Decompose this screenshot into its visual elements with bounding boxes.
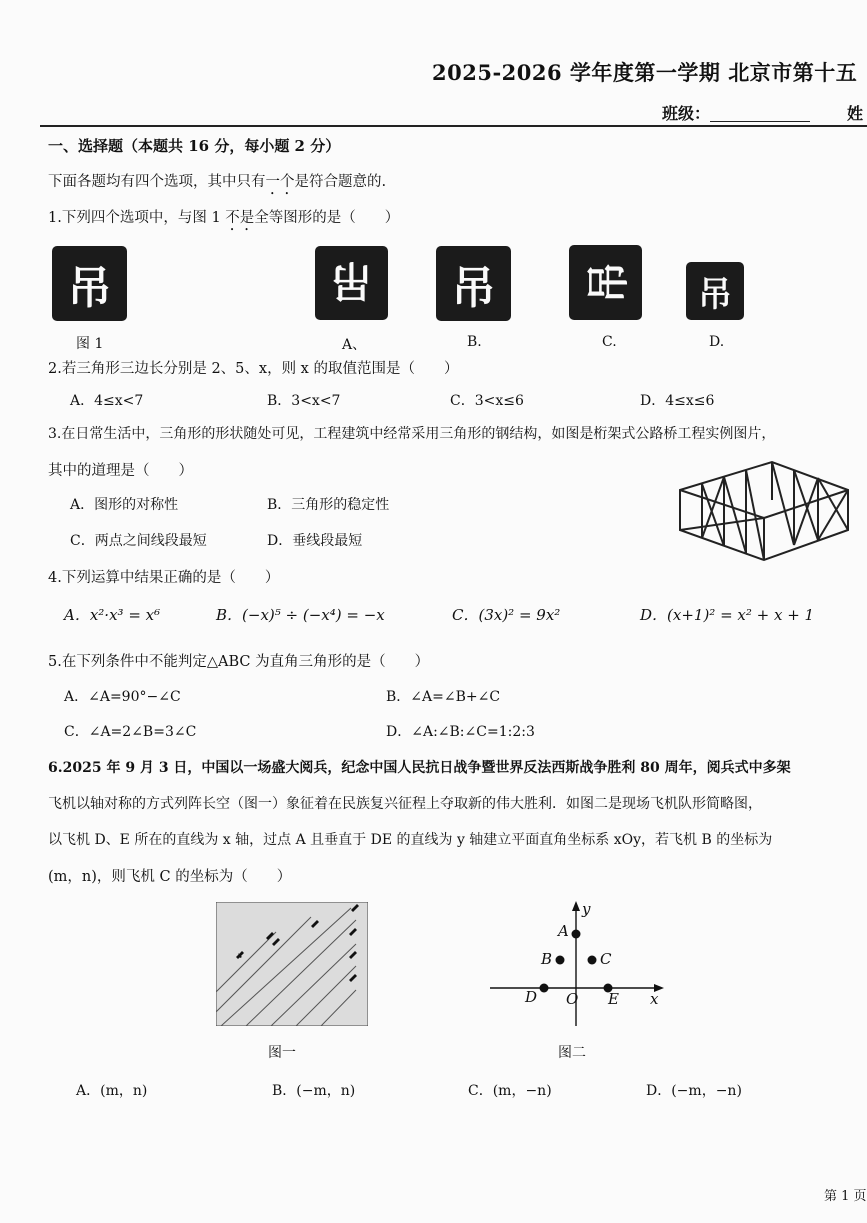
truss-bridge-image — [672, 460, 852, 570]
section-instruction — [48, 170, 386, 198]
option-d-label: D. — [709, 334, 725, 350]
page-number: 第 1 页 — [824, 1189, 867, 1204]
seal-char: 吊 — [330, 256, 373, 305]
seal-char: 吊 — [698, 274, 732, 315]
option-b-label: B. — [467, 334, 482, 350]
q2-option-d: D．4≤x≤6 — [640, 393, 715, 409]
question-2-stem: 2.若三角形三边长分别是 2、5、x，则 x 的取值范围是（ ） — [48, 361, 459, 377]
figure-2-caption: 图二 — [558, 1045, 586, 1061]
point-d-label: D — [525, 988, 538, 1006]
instruction-emphasis: 一个 — [265, 174, 295, 190]
q6-option-d: D．(−m，−n) — [646, 1083, 742, 1099]
q3-option-c: C．两点之间线段最短 — [70, 533, 207, 549]
question-1-stem — [48, 206, 399, 234]
q3-option-a: A．图形的对称性 — [70, 497, 179, 513]
question-6-line3: 以飞机 D、E 所在的直线为 x 轴，过点 A 且垂直于 DE 的直线为 y 轴建立平面直角坐标系 xOy，若飞机 B 的坐标为 — [48, 832, 773, 848]
option-c-seal — [569, 245, 642, 320]
q2-option-b: B．3<x<7 — [267, 393, 341, 409]
option-b-seal — [436, 246, 511, 321]
q5-option-d: D．∠A:∠B:∠C=1:2:3 — [386, 724, 535, 740]
coordinate-diagram — [488, 898, 668, 1033]
q4-option-b: B．(−x)⁵ ÷ (−x⁴) = −x — [216, 606, 385, 624]
aircraft-formation-photo — [216, 902, 368, 1026]
q4-option-c: C．(3x)² = 9x² — [452, 606, 561, 624]
q5-option-b: B．∠A=∠B+∠C — [386, 689, 501, 705]
name-label: 姓 — [847, 104, 864, 123]
seal-char: 吊 — [451, 262, 496, 314]
figure-1-caption: 图一 — [268, 1045, 296, 1061]
q6-option-a: A．(m，n) — [76, 1083, 148, 1099]
figure-1-label: 图 1 — [76, 336, 104, 352]
question-3-stem-line1: 3.在日常生活中，三角形的形状随处可见，工程建筑中经常采用三角形的钢结构，如图是桁架式公路桥工程实例图片， — [48, 426, 776, 442]
q5-option-a: A．∠A=90°−∠C — [64, 689, 181, 705]
instruction-text-end: 是符合题意的. — [294, 174, 387, 190]
question-6-line2: 飞机以轴对称的方式列阵长空（图一）象征着在民族复兴征程上夺取新的伟大胜利．如图二是现场飞机队形简略图， — [48, 796, 762, 812]
class-field — [662, 101, 810, 124]
q6-option-b: B．(−m，n) — [272, 1083, 356, 1099]
q3-option-d: D．垂线段最短 — [267, 533, 363, 549]
option-a-seal — [315, 246, 388, 320]
question-3-stem-line2: 其中的道理是（ ） — [48, 463, 193, 479]
section-title: 一、选择题（本题共 16 分，每小题 2 分） — [48, 137, 341, 155]
class-blank — [710, 107, 810, 122]
q4-option-a: A．x²·x³ = x⁶ — [64, 606, 161, 624]
q3-option-b: B．三角形的稳定性 — [267, 497, 390, 513]
point-e-label: E — [608, 990, 619, 1008]
option-d-seal — [686, 262, 744, 320]
q5-option-c: C．∠A=2∠B=3∠C — [64, 724, 197, 740]
seal-char: 吊 — [67, 262, 112, 314]
axis-x-label: x — [650, 990, 659, 1008]
q1-text-end: 全等图形的是（ ） — [254, 210, 400, 226]
question-6-line1: 6.2025 年 9 月 3 日，中国以一场盛大阅兵，纪念中国人民抗日战争暨世界反法西斯战争胜利 80 周年，阅兵式中多架 — [48, 760, 791, 776]
origin-label: O — [566, 990, 579, 1008]
point-a-label: A — [558, 922, 569, 940]
instruction-text: 下面各题均有四个选项，其中只有 — [48, 174, 266, 190]
question-5-stem: 5.在下列条件中不能判定△ABC 为直角三角形的是（ ） — [48, 654, 430, 670]
figure-1-seal — [52, 246, 127, 321]
axis-y-label: y — [582, 900, 591, 918]
q1-emphasis: 不是 — [225, 210, 255, 226]
option-c-label: C. — [602, 334, 617, 350]
q1-text: 1.下列四个选项中，与图 1 — [48, 210, 226, 226]
option-a-label: A、 — [342, 337, 367, 353]
header-divider — [40, 125, 867, 127]
point-b-label: B — [541, 950, 553, 968]
page-title: 2025-2026 学年度第一学期 北京市第十五 — [432, 60, 858, 85]
q2-option-c: C．3<x≤6 — [450, 393, 524, 409]
point-c-label: C — [600, 950, 612, 968]
question-6-line4: (m，n)，则飞机 C 的坐标为（ ） — [48, 869, 292, 885]
seal-char: 吊 — [583, 261, 633, 304]
q6-option-c: C．(m，−n) — [468, 1083, 552, 1099]
class-label: 班级： — [662, 104, 711, 123]
q4-option-d: D．(x+1)² = x² + x + 1 — [640, 606, 815, 624]
question-4-stem: 4.下列运算中结果正确的是（ ） — [48, 570, 280, 586]
q2-option-a: A．4≤x<7 — [70, 393, 144, 409]
